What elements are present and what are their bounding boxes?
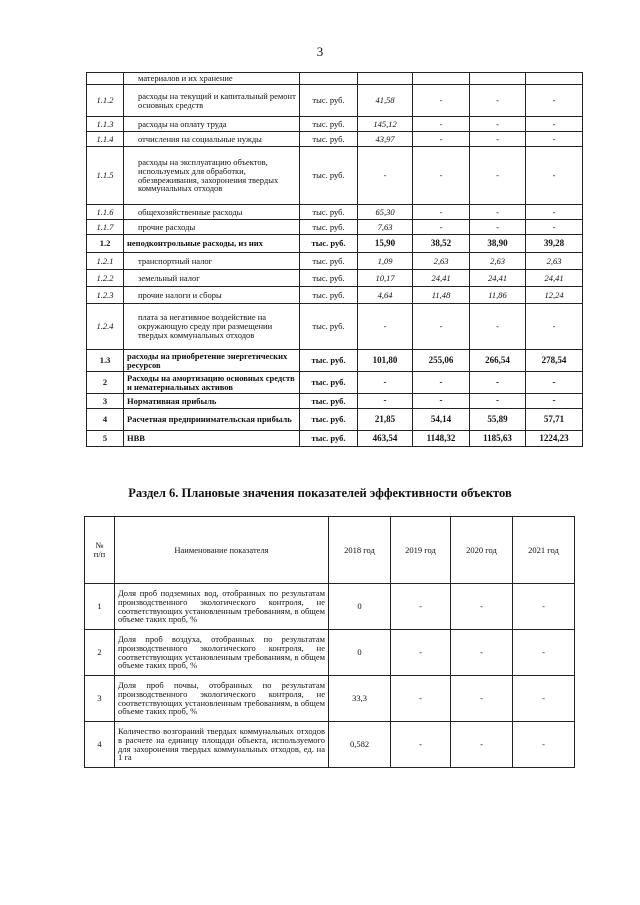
value-2021: - <box>513 584 575 630</box>
value-2019: - <box>391 630 451 676</box>
value-2019: - <box>413 304 470 350</box>
value-2020: - <box>470 117 526 132</box>
value-2018: - <box>358 147 413 205</box>
value-2018 <box>358 73 413 85</box>
table-row <box>85 676 575 722</box>
value-2019 <box>413 73 470 85</box>
value-2021: - <box>526 205 583 220</box>
table-row <box>87 270 583 287</box>
row-unit: тыс. руб. <box>300 431 358 447</box>
row-name: прочие расходы <box>124 220 300 235</box>
expenses-table <box>86 72 583 447</box>
row-name: транспортный налог <box>124 253 300 270</box>
indicator-name: Доля проб воздуха, отобранных по результатам производственного экологического контроля, не соответствующих установленным требованиям, в общем объеме таких проб, % <box>115 630 329 676</box>
value-2018: 10,17 <box>358 270 413 287</box>
value-2021: - <box>526 394 583 409</box>
row-name: НВВ <box>124 431 300 447</box>
row-unit <box>300 73 358 85</box>
row-unit: тыс. руб. <box>300 220 358 235</box>
table-row <box>87 117 583 132</box>
value-2021: - <box>526 147 583 205</box>
value-2019: - <box>413 394 470 409</box>
value-2020: - <box>451 722 513 768</box>
row-unit: тыс. руб. <box>300 409 358 431</box>
row-unit: тыс. руб. <box>300 304 358 350</box>
value-2020: - <box>451 630 513 676</box>
value-2020: 38,90 <box>470 235 526 253</box>
value-2021: - <box>526 85 583 117</box>
row-number: 1.2.2 <box>87 270 124 287</box>
indicator-name: Доля проб подземных вод, отобранных по результатам производственного экологического контроля, не соответствующих установленным требованиям, в общем объеме таких проб, % <box>115 584 329 630</box>
value-2020: - <box>451 676 513 722</box>
row-unit: тыс. руб. <box>300 394 358 409</box>
row-number: 2 <box>87 372 124 394</box>
col-num-header: № п/п <box>85 517 115 584</box>
value-2020 <box>470 73 526 85</box>
table-row <box>87 253 583 270</box>
value-2018: 101,80 <box>358 350 413 372</box>
row-number: 1.2.1 <box>87 253 124 270</box>
row-number: 3 <box>87 394 124 409</box>
col-2020-header: 2020 год <box>451 517 513 584</box>
table-row <box>87 73 583 85</box>
value-2020: - <box>470 205 526 220</box>
table-row <box>87 431 583 447</box>
value-2020: 24,41 <box>470 270 526 287</box>
value-2021: 278,54 <box>526 350 583 372</box>
table-row <box>85 630 575 676</box>
value-2021: - <box>526 220 583 235</box>
value-2019: 11,48 <box>413 287 470 304</box>
value-2020: 55,89 <box>470 409 526 431</box>
value-2021: - <box>513 722 575 768</box>
row-name: земельный налог <box>124 270 300 287</box>
value-2020: - <box>451 584 513 630</box>
section-title: Раздел 6. Плановые значения показателей эффективности объектов <box>128 486 512 500</box>
value-2018: - <box>358 372 413 394</box>
value-2020: 1185,63 <box>470 431 526 447</box>
row-number: 1.1.7 <box>87 220 124 235</box>
value-2019: - <box>413 372 470 394</box>
value-2021: 39,28 <box>526 235 583 253</box>
value-2019: - <box>413 147 470 205</box>
value-2020: - <box>470 147 526 205</box>
row-number: 1 <box>85 584 115 630</box>
col-name-header: Наименование показателя <box>115 517 329 584</box>
table-row <box>87 132 583 147</box>
value-2018: 463,54 <box>358 431 413 447</box>
table-row <box>87 394 583 409</box>
row-name: расходы на эксплуатацию объектов, используемых для обработки, обезвреживания, захоронения твердых коммунальных отходов <box>124 147 300 205</box>
value-2021: 1224,23 <box>526 431 583 447</box>
row-number: 3 <box>85 676 115 722</box>
row-name: общехозяйственные расходы <box>124 205 300 220</box>
value-2019: - <box>413 117 470 132</box>
table-row <box>85 722 575 768</box>
row-name: материалов и их хранение <box>124 73 300 85</box>
row-name: расходы на оплату труда <box>124 117 300 132</box>
value-2019: - <box>391 676 451 722</box>
row-unit: тыс. руб. <box>300 132 358 147</box>
value-2019: - <box>413 220 470 235</box>
row-unit: тыс. руб. <box>300 372 358 394</box>
value-2019: 1148,32 <box>413 431 470 447</box>
value-2021: - <box>526 132 583 147</box>
value-2020: 266,54 <box>470 350 526 372</box>
row-unit: тыс. руб. <box>300 287 358 304</box>
indicator-name: Количество возгораний твердых коммунальных отходов в расчете на единицу площади объекта, используемого для захоронения твердых коммунальных отходов, ед. на 1 га <box>115 722 329 768</box>
row-unit: тыс. руб. <box>300 350 358 372</box>
row-number: 1.2 <box>87 235 124 253</box>
value-2020: - <box>470 85 526 117</box>
table-row <box>87 220 583 235</box>
table-row <box>87 147 583 205</box>
row-name: отчисления на социальные нужды <box>124 132 300 147</box>
value-2020: - <box>470 372 526 394</box>
row-number: 4 <box>85 722 115 768</box>
row-unit: тыс. руб. <box>300 253 358 270</box>
table-row <box>87 350 583 372</box>
col-2021-header: 2021 год <box>513 517 575 584</box>
value-2019: - <box>391 584 451 630</box>
value-2018: 15,90 <box>358 235 413 253</box>
value-2018: 21,85 <box>358 409 413 431</box>
value-2018: - <box>358 394 413 409</box>
value-2018: 0 <box>329 584 391 630</box>
value-2020: 2,63 <box>470 253 526 270</box>
table-row <box>87 409 583 431</box>
value-2019: 54,14 <box>413 409 470 431</box>
value-2018: 1,09 <box>358 253 413 270</box>
value-2019: - <box>413 132 470 147</box>
row-number: 1.1.2 <box>87 85 124 117</box>
row-unit: тыс. руб. <box>300 205 358 220</box>
row-number: 1.1.3 <box>87 117 124 132</box>
indicator-name: Доля проб почвы, отобранных по результатам производственного экологического контроля, не соответствующих установленным требованиям, в общем объеме таких проб, % <box>115 676 329 722</box>
value-2019: 2,63 <box>413 253 470 270</box>
value-2019: - <box>391 722 451 768</box>
row-name: расходы на приобретение энергетических ресурсов <box>124 350 300 372</box>
value-2019: - <box>413 85 470 117</box>
value-2018: 4,64 <box>358 287 413 304</box>
row-number: 1.1.6 <box>87 205 124 220</box>
value-2019: - <box>413 205 470 220</box>
table-row <box>87 304 583 350</box>
value-2021: 2,63 <box>526 253 583 270</box>
table-row <box>87 372 583 394</box>
value-2021: - <box>513 630 575 676</box>
col-2018-header: 2018 год <box>329 517 391 584</box>
value-2020: - <box>470 220 526 235</box>
page-number: 3 <box>316 44 324 59</box>
value-2018: 41,58 <box>358 85 413 117</box>
value-2019: 24,41 <box>413 270 470 287</box>
col-2019-header: 2019 год <box>391 517 451 584</box>
value-2018: 0 <box>329 630 391 676</box>
value-2020: - <box>470 304 526 350</box>
efficiency-table <box>84 516 575 768</box>
row-name: прочие налоги и сборы <box>124 287 300 304</box>
value-2020: - <box>470 132 526 147</box>
row-number: 2 <box>85 630 115 676</box>
value-2018: - <box>358 304 413 350</box>
value-2021: - <box>513 676 575 722</box>
row-unit: тыс. руб. <box>300 270 358 287</box>
row-name: Расходы на амортизацию основных средств и нематериальных активов <box>124 372 300 394</box>
row-name: Расчетная предпринимательская прибыль <box>124 409 300 431</box>
value-2018: 7,63 <box>358 220 413 235</box>
row-unit: тыс. руб. <box>300 85 358 117</box>
row-number: 4 <box>87 409 124 431</box>
table-row <box>87 287 583 304</box>
row-number: 1.1.4 <box>87 132 124 147</box>
value-2018: 0,582 <box>329 722 391 768</box>
row-name: расходы на текущий и капитальный ремонт основных средств <box>124 85 300 117</box>
table-row <box>87 235 583 253</box>
value-2018: 65,30 <box>358 205 413 220</box>
value-2020: - <box>470 394 526 409</box>
table-row <box>87 85 583 117</box>
table-row <box>85 584 575 630</box>
row-unit: тыс. руб. <box>300 147 358 205</box>
value-2021: 24,41 <box>526 270 583 287</box>
row-name: плата за негативное воздействие на окружающую среду при размещении твердых коммунальных отходов <box>124 304 300 350</box>
value-2021: 57,71 <box>526 409 583 431</box>
row-name: Нормативная прибыль <box>124 394 300 409</box>
value-2021: - <box>526 372 583 394</box>
value-2019: 38,52 <box>413 235 470 253</box>
value-2021 <box>526 73 583 85</box>
row-number: 1.1.5 <box>87 147 124 205</box>
row-number: 1.2.4 <box>87 304 124 350</box>
value-2019: 255,06 <box>413 350 470 372</box>
value-2021: 12,24 <box>526 287 583 304</box>
row-number: 1.3 <box>87 350 124 372</box>
row-unit: тыс. руб. <box>300 117 358 132</box>
row-number <box>87 73 124 85</box>
value-2021: - <box>526 117 583 132</box>
value-2020: 11,86 <box>470 287 526 304</box>
row-name: неподконтрольные расходы, из них <box>124 235 300 253</box>
value-2018: 145,12 <box>358 117 413 132</box>
value-2018: 43,97 <box>358 132 413 147</box>
header-row <box>85 517 575 584</box>
value-2018: 33,3 <box>329 676 391 722</box>
row-number: 1.2.3 <box>87 287 124 304</box>
value-2021: - <box>526 304 583 350</box>
table-row <box>87 205 583 220</box>
row-unit: тыс. руб. <box>300 235 358 253</box>
row-number: 5 <box>87 431 124 447</box>
